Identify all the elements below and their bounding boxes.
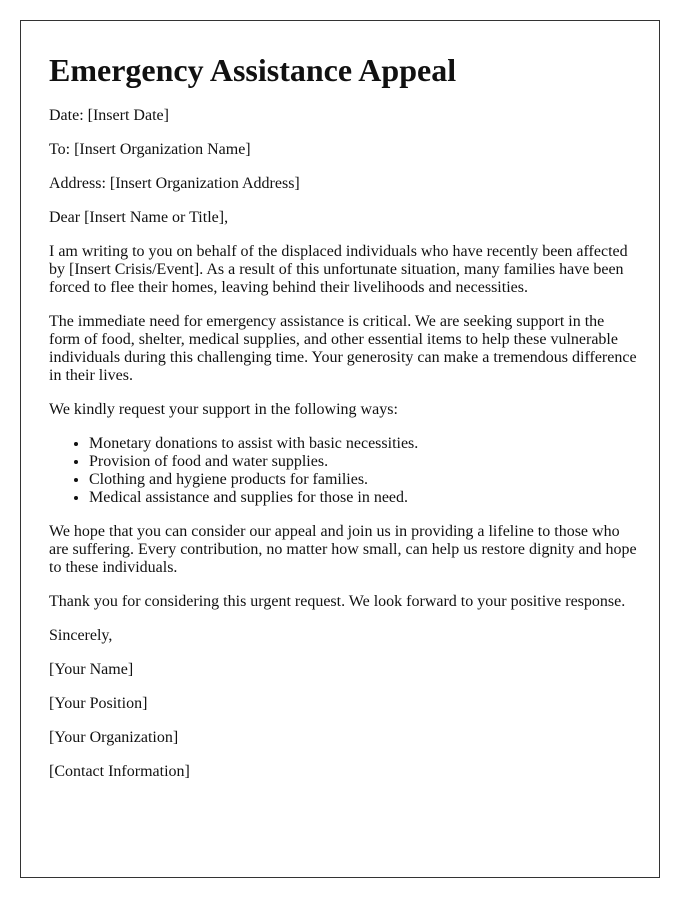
body-paragraph-5: Thank you for considering this urgent request. We look forward to your positive response. — [49, 593, 626, 610]
request-item: • Clothing and hygiene products for families. — [89, 471, 639, 489]
closing: Sincerely, — [49, 627, 113, 644]
signature-name: [Your Name] — [49, 661, 134, 678]
salutation: Dear [Insert Name or Title], — [49, 209, 229, 226]
signature-contact: [Contact Information] — [49, 763, 190, 780]
letter-content — [49, 51, 639, 781]
request-item: • Medical assistance and supplies for those in need. — [89, 489, 639, 507]
body-paragraph-2: The immediate need for emergency assistance is critical. We are seeking support in the form of food, shelter, medical supplies, and other essential items to help these vulnerable individuals during this challenging time. Your generosity can make a tremendous difference in their lives. — [49, 313, 637, 384]
letter-page — [20, 20, 660, 878]
letter-title: Emergency Assistance Appeal — [49, 52, 457, 88]
recipient-line: To: [Insert Organization Name] — [49, 141, 251, 158]
signature-position: [Your Position] — [49, 695, 148, 712]
signature-organization: [Your Organization] — [49, 729, 179, 746]
address-line: Address: [Insert Organization Address] — [49, 175, 300, 192]
date-line: Date: [Insert Date] — [49, 107, 169, 124]
request-item: • Provision of food and water supplies. — [89, 453, 639, 471]
body-paragraph-1: I am writing to you on behalf of the displaced individuals who have recently been affected by [Insert Crisis/Event]. As a result of this unfortunate situation, many families have been forced to flee their homes, leaving behind their livelihoods and necessities. — [49, 243, 628, 296]
request-item: • Monetary donations to assist with basic necessities. — [89, 435, 639, 453]
body-paragraph-4: We hope that you can consider our appeal and join us in providing a lifeline to those who are suffering. Every contribution, no matter how small, can help us restore dignity and hope to these individuals. — [49, 523, 637, 576]
request-list — [49, 435, 639, 507]
body-paragraph-3: We kindly request your support in the following ways: — [49, 401, 398, 418]
